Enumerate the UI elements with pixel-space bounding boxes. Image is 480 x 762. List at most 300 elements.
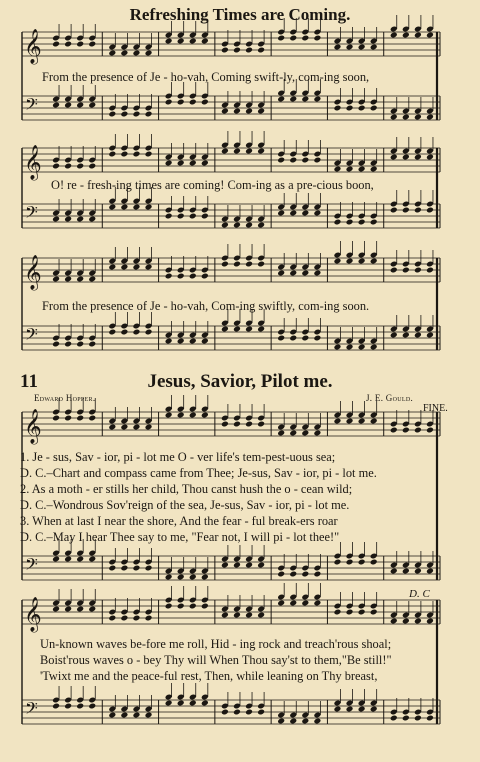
note-head bbox=[76, 415, 84, 422]
note-head bbox=[334, 105, 342, 112]
note-head bbox=[201, 700, 209, 707]
note-head bbox=[402, 207, 410, 214]
treble-clef-icon: 𝄞 bbox=[24, 145, 42, 180]
note-head bbox=[358, 344, 366, 351]
note-head bbox=[233, 47, 241, 54]
note-head bbox=[289, 157, 297, 164]
note-head bbox=[64, 703, 72, 710]
note-head bbox=[52, 163, 60, 170]
note-head bbox=[426, 207, 434, 214]
note-head bbox=[346, 418, 354, 425]
note-head bbox=[334, 609, 342, 616]
note-head bbox=[301, 35, 309, 42]
note-head bbox=[221, 222, 229, 229]
note-head bbox=[402, 332, 410, 339]
note-head bbox=[221, 421, 229, 428]
hymn-title-jesus-savior: Jesus, Savior, Pilot me. bbox=[147, 371, 333, 392]
note-head bbox=[245, 709, 253, 716]
note-head bbox=[189, 412, 197, 419]
note-head bbox=[64, 341, 72, 348]
note-head bbox=[414, 715, 422, 722]
note-head bbox=[346, 166, 354, 173]
note-head bbox=[370, 166, 378, 173]
note-head bbox=[221, 562, 229, 569]
note-head bbox=[277, 35, 285, 42]
note-head bbox=[64, 415, 72, 422]
note-head bbox=[301, 335, 309, 342]
note-head bbox=[277, 210, 285, 217]
note-head bbox=[257, 222, 265, 229]
note-head bbox=[426, 568, 434, 575]
note-head bbox=[289, 335, 297, 342]
note-head bbox=[346, 219, 354, 226]
note-head bbox=[76, 703, 84, 710]
verse-line: D. C.–Wondrous Sov'reign of the sea, Je-sus, Sav - ior, pi - lot me. bbox=[20, 498, 350, 512]
note-head bbox=[233, 562, 241, 569]
note-head bbox=[301, 270, 309, 277]
note-head bbox=[257, 261, 265, 268]
note-head bbox=[402, 32, 410, 39]
note-head bbox=[390, 207, 398, 214]
note-head bbox=[88, 556, 96, 563]
note-head bbox=[301, 157, 309, 164]
note-head bbox=[233, 222, 241, 229]
note-head bbox=[201, 574, 209, 581]
note-head bbox=[390, 332, 398, 339]
note-head bbox=[358, 559, 366, 566]
note-head bbox=[370, 44, 378, 51]
note-head bbox=[277, 571, 285, 578]
note-head bbox=[313, 96, 321, 103]
note-head bbox=[133, 264, 141, 271]
note-head bbox=[358, 706, 366, 713]
note-head bbox=[120, 151, 128, 158]
verse-line: 1. Je - sus, Sav - ior, pi - lot me O - ver life's tem-pest-uous sea; bbox=[20, 450, 336, 464]
note-head bbox=[313, 210, 321, 217]
note-head bbox=[257, 47, 265, 54]
note-head bbox=[346, 706, 354, 713]
note-head bbox=[233, 709, 241, 716]
note-head bbox=[108, 424, 116, 431]
note-head bbox=[301, 571, 309, 578]
note-head bbox=[334, 344, 342, 351]
note-head bbox=[426, 154, 434, 161]
note-head bbox=[390, 715, 398, 722]
note-head bbox=[301, 96, 309, 103]
note-head bbox=[390, 114, 398, 121]
bass-clef-icon: 𝄢 bbox=[25, 554, 38, 578]
note-head bbox=[402, 427, 410, 434]
note-head bbox=[245, 326, 253, 333]
note-head bbox=[120, 565, 128, 572]
note-head bbox=[177, 603, 185, 610]
note-head bbox=[277, 335, 285, 342]
note-head bbox=[133, 111, 141, 118]
note-head bbox=[64, 276, 72, 283]
note-head bbox=[313, 430, 321, 437]
note-head bbox=[76, 276, 84, 283]
note-head bbox=[289, 35, 297, 42]
da-capo-marking: D. C bbox=[409, 588, 430, 600]
note-head bbox=[120, 264, 128, 271]
note-head bbox=[52, 276, 60, 283]
note-head bbox=[88, 41, 96, 48]
note-head bbox=[221, 709, 229, 716]
note-head bbox=[76, 556, 84, 563]
note-head bbox=[52, 703, 60, 710]
note-head bbox=[370, 258, 378, 265]
note-head bbox=[221, 108, 229, 115]
note-head bbox=[277, 157, 285, 164]
note-head bbox=[177, 700, 185, 707]
note-head bbox=[233, 612, 241, 619]
note-head bbox=[145, 565, 153, 572]
note-head bbox=[145, 329, 153, 336]
note-head bbox=[402, 154, 410, 161]
note-head bbox=[390, 568, 398, 575]
note-head bbox=[257, 421, 265, 428]
note-head bbox=[165, 38, 173, 45]
note-head bbox=[108, 111, 116, 118]
note-head bbox=[145, 151, 153, 158]
note-head bbox=[313, 270, 321, 277]
note-head bbox=[370, 706, 378, 713]
note-head bbox=[189, 603, 197, 610]
lyricist-credit: Edward Hopper. bbox=[34, 393, 96, 403]
note-head bbox=[108, 264, 116, 271]
note-head bbox=[189, 338, 197, 345]
note-head bbox=[414, 267, 422, 274]
note-head bbox=[346, 559, 354, 566]
note-head bbox=[201, 99, 209, 106]
note-head bbox=[334, 44, 342, 51]
note-head bbox=[133, 615, 141, 622]
verse-line: 2. As a moth - er stills her child, Thou canst hush the o - cean wild; bbox=[20, 482, 353, 496]
note-head bbox=[165, 160, 173, 167]
note-head bbox=[177, 412, 185, 419]
verse-line: D. C.–May I hear Thee say to me, "Fear not, I will pi - lot thee!" bbox=[20, 530, 340, 544]
note-head bbox=[133, 50, 141, 57]
note-head bbox=[221, 326, 229, 333]
treble-clef-icon: 𝄞 bbox=[24, 29, 42, 64]
note-head bbox=[257, 709, 265, 716]
note-head bbox=[301, 210, 309, 217]
note-head bbox=[177, 574, 185, 581]
note-head bbox=[426, 332, 434, 339]
lyric-line: O! re - fresh-ing times are coming! Com-ing as a pre-cious boon, bbox=[51, 178, 374, 192]
note-head bbox=[402, 568, 410, 575]
note-head bbox=[52, 41, 60, 48]
verse-line: D. C.–Chart and compass came from Thee; Je-sus, Sav - ior, pi - lot me. bbox=[20, 466, 377, 480]
note-head bbox=[133, 565, 141, 572]
note-head bbox=[189, 99, 197, 106]
note-head bbox=[221, 148, 229, 155]
note-head bbox=[370, 609, 378, 616]
note-head bbox=[334, 706, 342, 713]
note-head bbox=[245, 612, 253, 619]
note-head bbox=[277, 430, 285, 437]
note-head bbox=[245, 421, 253, 428]
note-head bbox=[201, 213, 209, 220]
note-head bbox=[245, 222, 253, 229]
note-head bbox=[245, 261, 253, 268]
note-head bbox=[245, 148, 253, 155]
note-head bbox=[426, 32, 434, 39]
note-head bbox=[402, 618, 410, 625]
note-head bbox=[145, 111, 153, 118]
note-head bbox=[165, 603, 173, 610]
note-head bbox=[201, 38, 209, 45]
note-head bbox=[52, 556, 60, 563]
note-head bbox=[233, 421, 241, 428]
note-head bbox=[257, 148, 265, 155]
note-head bbox=[177, 99, 185, 106]
note-head bbox=[358, 105, 366, 112]
note-head bbox=[257, 612, 265, 619]
note-head bbox=[64, 163, 72, 170]
note-head bbox=[165, 338, 173, 345]
note-head bbox=[402, 267, 410, 274]
note-head bbox=[426, 618, 434, 625]
note-head bbox=[233, 326, 241, 333]
note-head bbox=[108, 204, 116, 211]
lyric-line: From the presence of Je - ho-vah, Coming swift-ly, com-ing soon, bbox=[42, 70, 370, 84]
note-head bbox=[313, 718, 321, 725]
note-head bbox=[426, 267, 434, 274]
note-head bbox=[133, 329, 141, 336]
note-head bbox=[76, 216, 84, 223]
note-head bbox=[277, 270, 285, 277]
composer-credit: J. E. Gould. bbox=[366, 393, 414, 403]
note-head bbox=[88, 276, 96, 283]
note-head bbox=[289, 96, 297, 103]
lyric-line: From the presence of Je - ho-vah, Com-ing swiftly, com-ing soon. bbox=[42, 299, 370, 313]
verse-line: 3. When at last I near the shore, And the fear - ful break-ers roar bbox=[20, 514, 338, 528]
note-head bbox=[257, 562, 265, 569]
note-head bbox=[233, 108, 241, 115]
note-head bbox=[390, 32, 398, 39]
note-head bbox=[370, 559, 378, 566]
note-head bbox=[52, 415, 60, 422]
note-head bbox=[201, 160, 209, 167]
note-head bbox=[165, 213, 173, 220]
note-head bbox=[76, 606, 84, 613]
note-head bbox=[358, 609, 366, 616]
note-head bbox=[133, 151, 141, 158]
note-head bbox=[358, 44, 366, 51]
note-head bbox=[370, 344, 378, 351]
note-head bbox=[76, 163, 84, 170]
note-head bbox=[64, 41, 72, 48]
note-head bbox=[76, 41, 84, 48]
note-head bbox=[88, 606, 96, 613]
treble-clef-icon: 𝄞 bbox=[24, 255, 42, 290]
note-head bbox=[145, 264, 153, 271]
note-head bbox=[277, 718, 285, 725]
refrain-line: Un-known waves be-fore me roll, Hid - ing rock and treach'rous shoal; bbox=[40, 637, 392, 651]
note-head bbox=[177, 213, 185, 220]
note-head bbox=[221, 261, 229, 268]
note-head bbox=[177, 338, 185, 345]
note-head bbox=[426, 427, 434, 434]
refrain-line: Boist'rous waves o - bey Thy will When Thou say'st to them,"Be still!" bbox=[40, 653, 392, 667]
note-head bbox=[370, 418, 378, 425]
note-head bbox=[189, 38, 197, 45]
note-head bbox=[133, 204, 141, 211]
bass-clef-icon: 𝄢 bbox=[25, 94, 38, 118]
note-head bbox=[257, 326, 265, 333]
note-head bbox=[346, 609, 354, 616]
note-head bbox=[108, 329, 116, 336]
note-head bbox=[301, 430, 309, 437]
note-head bbox=[133, 712, 141, 719]
note-head bbox=[257, 108, 265, 115]
note-head bbox=[346, 105, 354, 112]
note-head bbox=[165, 273, 173, 280]
note-head bbox=[145, 204, 153, 211]
note-head bbox=[313, 600, 321, 607]
note-head bbox=[426, 114, 434, 121]
note-head bbox=[313, 35, 321, 42]
note-head bbox=[52, 216, 60, 223]
note-head bbox=[334, 219, 342, 226]
note-head bbox=[120, 329, 128, 336]
note-head bbox=[402, 114, 410, 121]
note-head bbox=[313, 335, 321, 342]
note-head bbox=[245, 47, 253, 54]
note-head bbox=[120, 615, 128, 622]
treble-clef-icon: 𝄞 bbox=[24, 597, 42, 632]
note-head bbox=[390, 154, 398, 161]
note-head bbox=[221, 612, 229, 619]
note-head bbox=[76, 102, 84, 109]
note-head bbox=[201, 412, 209, 419]
note-head bbox=[108, 565, 116, 572]
note-head bbox=[64, 556, 72, 563]
note-head bbox=[358, 418, 366, 425]
bass-clef-icon: 𝄢 bbox=[25, 324, 38, 348]
note-head bbox=[88, 102, 96, 109]
fine-marking: FINE. bbox=[423, 403, 448, 414]
note-head bbox=[189, 160, 197, 167]
note-head bbox=[289, 718, 297, 725]
note-head bbox=[313, 157, 321, 164]
note-head bbox=[120, 204, 128, 211]
hymn-number: 11 bbox=[20, 371, 38, 392]
note-head bbox=[289, 571, 297, 578]
treble-clef-icon: 𝄞 bbox=[24, 409, 42, 444]
note-head bbox=[189, 700, 197, 707]
note-head bbox=[358, 258, 366, 265]
note-head bbox=[201, 338, 209, 345]
note-head bbox=[414, 618, 422, 625]
note-head bbox=[108, 712, 116, 719]
note-head bbox=[189, 273, 197, 280]
note-head bbox=[313, 571, 321, 578]
note-head bbox=[414, 32, 422, 39]
refrain-line: 'Twixt me and the peace-ful rest, Then, while leaning on Thy breast, bbox=[40, 669, 378, 683]
note-head bbox=[145, 424, 153, 431]
note-head bbox=[64, 216, 72, 223]
note-head bbox=[414, 154, 422, 161]
hymn-title-refreshing-times: Refreshing Times are Coming. bbox=[129, 5, 351, 24]
note-head bbox=[177, 38, 185, 45]
note-head bbox=[145, 50, 153, 57]
note-head bbox=[334, 418, 342, 425]
note-head bbox=[390, 267, 398, 274]
note-head bbox=[245, 108, 253, 115]
note-head bbox=[289, 600, 297, 607]
note-head bbox=[414, 427, 422, 434]
note-head bbox=[390, 618, 398, 625]
note-head bbox=[221, 47, 229, 54]
note-head bbox=[64, 102, 72, 109]
note-head bbox=[120, 424, 128, 431]
note-head bbox=[201, 603, 209, 610]
note-head bbox=[120, 712, 128, 719]
note-head bbox=[120, 50, 128, 57]
note-head bbox=[108, 615, 116, 622]
note-head bbox=[334, 559, 342, 566]
note-head bbox=[88, 163, 96, 170]
note-head bbox=[414, 332, 422, 339]
note-head bbox=[88, 341, 96, 348]
note-head bbox=[289, 430, 297, 437]
note-head bbox=[334, 258, 342, 265]
note-head bbox=[88, 216, 96, 223]
note-head bbox=[277, 96, 285, 103]
note-head bbox=[177, 160, 185, 167]
note-head bbox=[108, 50, 116, 57]
note-head bbox=[358, 166, 366, 173]
note-head bbox=[358, 219, 366, 226]
note-head bbox=[165, 99, 173, 106]
note-head bbox=[165, 574, 173, 581]
note-head bbox=[165, 412, 173, 419]
note-head bbox=[88, 703, 96, 710]
note-head bbox=[402, 715, 410, 722]
note-head bbox=[88, 415, 96, 422]
note-head bbox=[346, 344, 354, 351]
note-head bbox=[64, 606, 72, 613]
note-head bbox=[277, 600, 285, 607]
bass-clef-icon: 𝄢 bbox=[25, 698, 38, 722]
note-head bbox=[426, 715, 434, 722]
note-head bbox=[76, 341, 84, 348]
note-head bbox=[108, 151, 116, 158]
note-head bbox=[189, 574, 197, 581]
note-head bbox=[145, 712, 153, 719]
note-head bbox=[189, 213, 197, 220]
note-head bbox=[370, 105, 378, 112]
note-head bbox=[301, 718, 309, 725]
note-head bbox=[120, 111, 128, 118]
bass-clef-icon: 𝄢 bbox=[25, 202, 38, 226]
note-head bbox=[414, 207, 422, 214]
note-head bbox=[390, 427, 398, 434]
note-head bbox=[201, 273, 209, 280]
note-head bbox=[289, 270, 297, 277]
note-head bbox=[52, 606, 60, 613]
note-head bbox=[52, 341, 60, 348]
note-head bbox=[233, 261, 241, 268]
note-head bbox=[233, 148, 241, 155]
note-head bbox=[346, 258, 354, 265]
note-head bbox=[52, 102, 60, 109]
note-head bbox=[177, 273, 185, 280]
note-head bbox=[334, 166, 342, 173]
note-head bbox=[346, 44, 354, 51]
